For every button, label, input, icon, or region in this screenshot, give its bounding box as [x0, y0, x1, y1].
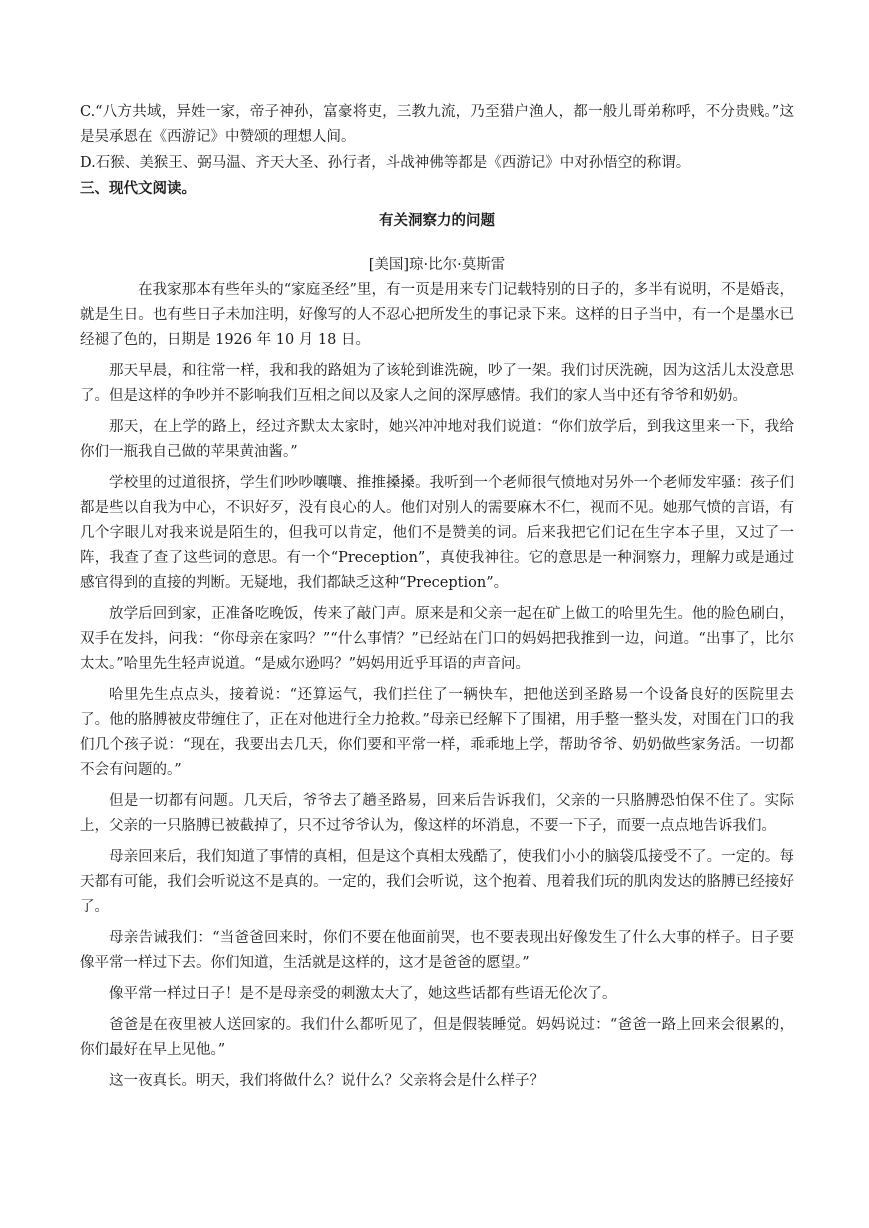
paragraph: 放学后回到家，正准备吃晚饭，传来了敲门声。原来是和父亲一起在矿上做工的哈里先生。他的脸色刷白，双手在发抖，问我：“你母亲在家吗？”“什么事情？”已经站在门口的妈妈把我推到一边，问道。“出事了，比尔太太。”哈里先生轻声说道。“是威尔逊吗？”妈妈用近乎耳语的声音问。: [80, 606, 794, 672]
option-d: D.石猴、美猴王、弼马温、齐天大圣、孙行者，斗战神佛等都是《西游记》中对孙悟空的称谓。: [80, 155, 691, 171]
paragraph: 像平常一样过日子！是不是母亲受的刺激太大了，她这些话都有些语无伦次了。: [109, 986, 617, 1002]
paragraph: 但是一切都有问题。几天后，爷爷去了趟圣路易，回来后告诉我们，父亲的一只胳膊恐怕保不住了。实际上，父亲的一只胳膊已被截掉了，只不过爷爷认为，像这样的坏消息，不要一下子，而要一点点地告诉我们。: [80, 793, 794, 834]
section-heading: 三、现代文阅读。: [80, 181, 196, 197]
paragraph: 哈里先生点点头，接着说：“还算运气，我们拦住了一辆快车，把他送到圣路易一个设备良好的医院里去了。他的胳膊被皮带缠住了，正在对他进行全力抢救。”母亲已经解下了围裙，用手整一整头发，对围在门口的我们几个孩子说：“现在，我要出去几天，你们要和平常一样，乖乖地上学，帮助爷爷、奶奶做些家务活。一切都不会有问题的。”: [80, 687, 794, 778]
option-c: C.“八方共域，异姓一家，帝子神孙，富豪将吏，三教九流，乃至猎户渔人，都一般儿哥弟称呼，不分贵贱。”这是吴承恩在《西游记》中赞颂的理想人间。: [80, 104, 794, 145]
paragraph: 母亲回来后，我们知道了事情的真相，但是这个真相太残酷了，使我们小小的脑袋瓜接受不了。一定的。每天都有可能，我们会听说这不是真的。一定的，我们会听说，这个抱着、甩着我们玩的肌肉发达的胳膊已经接好了。: [80, 849, 794, 915]
article-title: 有关洞察力的问题: [379, 213, 495, 229]
paragraph: 学校里的过道很挤，学生们吵吵嚷嚷、推推搡搡。我听到一个老师很气愤地对另外一个老师发牢骚：孩子们都是些以自我为中心，不识好歹，没有良心的人。他们对别人的需要麻木不仁，视而不见。她那气愤的言语，有几个字眼儿对我来说是陌生的，但我可以肯定，他们不是赞美的词。后来我把它们记在生字本子里，又过了一阵，我查了查了这些词的意思。有一个“Preception”，真使我神往。它的意思是一种洞察力，理解力或是通过感官得到的直接的判断。无疑地，我们都缺乏这种“Preception”。: [80, 475, 794, 591]
paragraph: 那天早晨，和往常一样，我和我的路姐为了该轮到谁洗碗，吵了一架。我们讨厌洗碗，因为这活儿太没意思了。但是这样的争吵并不影响我们互相之间以及家人之间的深厚感情。我们的家人当中还有爷爷和奶奶。: [80, 363, 794, 404]
paragraph: 那天，在上学的路上，经过齐默太太家时，她兴冲冲地对我们说道：“你们放学后，到我这里来一下，我给你们一瓶我自己做的苹果黄油酱。”: [80, 419, 794, 460]
paragraph: 爸爸是在夜里被人送回家的。我们什么都听见了，但是假装睡觉。妈妈说过：“爸爸一路上回来会很累的，你们最好在早上见他。”: [80, 1017, 794, 1058]
document-page: [80, 100, 794, 1100]
paragraph: 在我家那本有些年头的“家庭圣经”里，有一页是用来专门记载特别的日子的，多半有说明，不是婚丧，就是生日。也有些日子未加注明，好像写的人不忍心把所发生的事记录下来。这样的日子当中，有一个是墨水已经褪了色的，日期是 1926 年 10 月 18 日。: [80, 282, 794, 348]
paragraph: 母亲告诫我们：“当爸爸回来时，你们不要在他面前哭，也不要表现出好像发生了什么大事的样子。日子要像平常一样过下去。你们知道，生活就是这样的，这才是爸爸的愿望。”: [80, 930, 794, 971]
article-body: [80, 278, 794, 1094]
paragraph: 这一夜真长。明天，我们将做什么？说什么？父亲将会是什么样子？: [109, 1073, 544, 1089]
article-author: [美国]琼·比尔·莫斯雷: [368, 257, 506, 273]
